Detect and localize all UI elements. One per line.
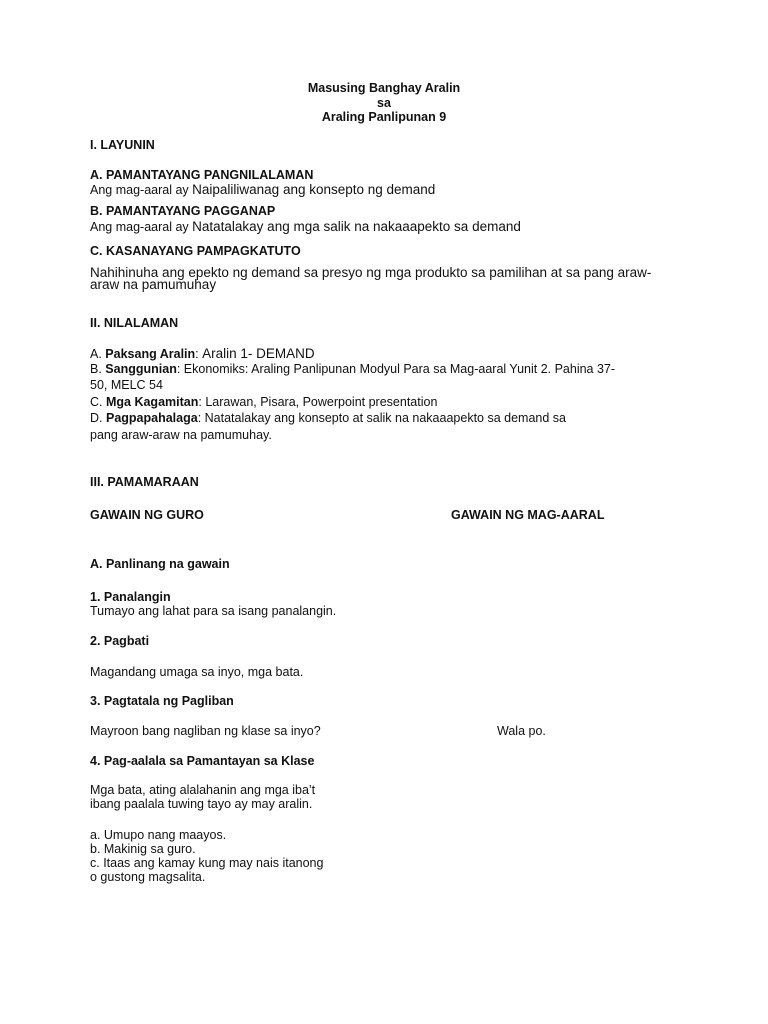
pamantayan-line2: ibang paalala tuwing tayo ay may aralin. <box>90 797 313 811</box>
nilalaman-a-sep: : <box>195 347 203 361</box>
nilalaman-d-row <box>90 411 566 426</box>
pagliban-question: Mayroon bang nagliban ng klase sa inyo? <box>90 724 321 738</box>
rule-item: o gustong magsalita. <box>90 870 206 884</box>
nilalaman-a-label: Paksang Aralin <box>105 347 196 361</box>
layunin-c-heading: C. KASANAYANG PAMPAGKATUTO <box>90 244 301 258</box>
pagliban-answer: Wala po. <box>497 724 546 738</box>
nilalaman-c-row <box>90 395 437 410</box>
layunin-a-text <box>90 182 435 198</box>
pagbati-heading: 2. Pagbati <box>90 634 150 648</box>
column-header-guro: GAWAIN NG GURO <box>90 508 204 522</box>
panlinang-heading: A. Panlinang na gawain <box>90 557 230 571</box>
nilalaman-a-prefix: A. <box>90 347 106 361</box>
pamantayan-heading: 4. Pag-aalala sa Pamantayan sa Klase <box>90 754 315 768</box>
nilalaman-c-prefix: C. <box>90 395 106 409</box>
nilalaman-c-label: Mga Kagamitan <box>105 395 199 409</box>
layunin-b-prefix: Ang mag-aaral ay <box>90 220 193 234</box>
layunin-c-line1: Nahihinuha ang epekto ng demand sa presyo ng mga produkto sa pamilihan at sa pang araw- <box>90 265 652 280</box>
column-header-mag-aaral: GAWAIN NG MAG-AARAL <box>451 508 605 522</box>
nilalaman-d-value-line1: : Natatalakay ang konsepto at salik na nakaaapekto sa demand sa <box>197 411 566 425</box>
layunin-a-value: Naipaliliwanag ang konsepto ng demand <box>192 182 436 197</box>
panalangin-text: Tumayo ang lahat para sa isang panalangin. <box>90 604 337 618</box>
rule-item: a. Umupo nang maayos. <box>90 828 227 842</box>
layunin-a-heading: A. PAMANTAYANG PANGNILALAMAN <box>90 168 314 182</box>
nilalaman-b-row: B. Sanggunian: Ekonomiks: Araling Panlipunan Modyul Para sa Mag-aaral Yunit 2. Pahina 37- <box>90 362 616 376</box>
layunin-b-value: Natatalakay ang mga salik na nakaaapekto sa demand <box>192 219 521 234</box>
section-pamamaraan-heading: III. PAMAMARAAN <box>90 475 199 489</box>
nilalaman-d-prefix: D. <box>90 411 106 425</box>
nilalaman-b-value-line1: : Ekonomiks: Araling Panlipunan Modyul Para sa Mag-aaral Yunit 2. Pahina 37- <box>176 362 616 376</box>
nilalaman-a-value: Aralin 1- DEMAND <box>202 346 315 361</box>
nilalaman-b-label: Sanggunian <box>105 362 177 376</box>
section-nilalaman-heading: II. NILALAMAN <box>90 316 179 330</box>
doc-title-line3: Araling Panlipunan 9 <box>321 110 447 124</box>
layunin-c-line2: araw na pamumuhay <box>90 277 217 292</box>
layunin-a-prefix: Ang mag-aaral ay <box>90 183 193 197</box>
panalangin-heading: 1. Panalangin <box>90 590 171 604</box>
layunin-b-heading: B. PAMANTAYANG PAGGANAP <box>90 204 276 218</box>
nilalaman-a-row <box>90 346 315 362</box>
section-layunin-heading: I. LAYUNIN <box>90 138 155 152</box>
nilalaman-d-value-line2: pang araw-araw na pamumuhay. <box>90 428 272 442</box>
nilalaman-b-value-line2: 50, MELC 54 <box>90 378 163 392</box>
nilalaman-c-value: : Larawan, Pisara, Powerpoint presentation <box>198 395 438 409</box>
doc-title-line2: sa <box>377 96 391 110</box>
doc-title-line1: Masusing Banghay Aralin <box>307 81 461 95</box>
rule-item: c. Itaas ang kamay kung may nais itanong <box>90 856 324 870</box>
pamantayan-line1: Mga bata, ating alalahanin ang mga iba’t <box>90 783 316 797</box>
pagbati-text: Magandang umaga sa inyo, mga bata. <box>90 665 304 679</box>
pagliban-heading: 3. Pagtatala ng Pagliban <box>90 694 234 708</box>
nilalaman-d-label: Pagpapahalaga <box>105 411 198 425</box>
layunin-b-text <box>90 219 521 235</box>
rule-item: b. Makinig sa guro. <box>90 842 196 856</box>
